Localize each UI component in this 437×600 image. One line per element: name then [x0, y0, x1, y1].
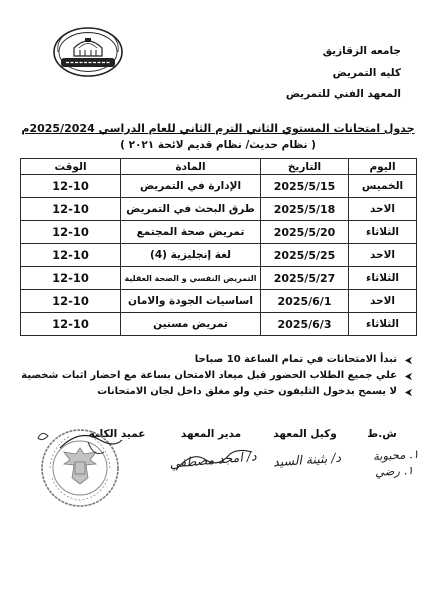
- director-signature: د/ امجد مصطفي: [168, 448, 258, 471]
- day-text: الثلاثاء: [365, 226, 400, 238]
- note-text: علي جميع الطلاب الحضور قبل ميعاد الامتحان بساعة مع احضار اثبات شخصية: [21, 370, 397, 381]
- subject-cell: [121, 221, 261, 244]
- day-text: الاحد: [369, 295, 396, 307]
- subject-cell: [121, 175, 261, 198]
- day-cell: [349, 244, 417, 267]
- date-text: 2025/5/27: [273, 271, 336, 285]
- subject-cell: [121, 290, 261, 313]
- vice-dean-label: وكيل المعهد: [273, 428, 337, 440]
- day-text: الخميس: [361, 180, 404, 192]
- table-row: [21, 198, 417, 221]
- day-cell: [349, 290, 417, 313]
- subject-text: الإدارة في التمريض: [139, 180, 242, 192]
- date-text: 2025/6/3: [277, 317, 332, 331]
- day-cell: [349, 221, 417, 244]
- affairs-handwritten-2: ١. رضي: [374, 463, 414, 479]
- time-cell: [21, 198, 121, 221]
- time-cell: [21, 244, 121, 267]
- institute-name: المعهد الفني للتمريض: [285, 88, 401, 100]
- subject-cell: [121, 313, 261, 336]
- day-cell: [349, 198, 417, 221]
- date-cell: [261, 244, 349, 267]
- table-row: [21, 221, 417, 244]
- date-cell: [261, 267, 349, 290]
- time-text: 12-10: [52, 202, 89, 216]
- time-cell: [21, 267, 121, 290]
- exam-notes-list: [21, 352, 413, 400]
- university-name: جامعه الزقازيق: [322, 45, 401, 57]
- date-cell: [261, 175, 349, 198]
- subject-text: لغة إنجليزية (4): [150, 249, 231, 261]
- director-label: مدير المعهد: [180, 428, 242, 440]
- director-signature-flourish-icon: [172, 446, 258, 476]
- column-header-time: الوقت: [21, 159, 121, 175]
- date-text: 2025/5/15: [273, 179, 336, 193]
- day-cell: [349, 175, 417, 198]
- affairs-handwritten-1: ١. محبوبة: [372, 446, 420, 464]
- column-header-subject: المادة: [121, 159, 261, 175]
- affairs-label: ش.ط: [367, 428, 397, 440]
- list-item: [21, 352, 413, 368]
- subject-text: اساسيات الجودة والامان: [128, 295, 253, 307]
- date-text: 2025/6/1: [277, 294, 332, 308]
- subject-text: التمريض النفسي و الصحة العقلية: [124, 273, 257, 283]
- subject-text: تمريض مسنين: [153, 318, 228, 330]
- day-text: الاحد: [369, 249, 396, 261]
- table-header-row: [21, 159, 417, 175]
- table-row: [21, 244, 417, 267]
- column-header-date: التاريخ: [261, 159, 349, 175]
- time-text: 12-10: [52, 225, 89, 239]
- table-row: [21, 313, 417, 336]
- date-cell: [261, 221, 349, 244]
- column-header-day: اليوم: [349, 159, 417, 175]
- subject-cell: [121, 267, 261, 290]
- subject-cell: [121, 198, 261, 221]
- day-text: الاحد: [369, 203, 396, 215]
- bullet-arrow-icon: [404, 372, 413, 381]
- faculty-name: كليه التمريض: [332, 66, 401, 79]
- institution-header: [241, 41, 401, 106]
- date-text: 2025/5/20: [273, 225, 336, 239]
- dean-stamp-icon: [30, 418, 130, 513]
- table-row: [21, 290, 417, 313]
- bullet-arrow-icon: [404, 388, 413, 397]
- time-text: 12-10: [52, 248, 89, 262]
- note-text: تبدأ الامتحانات في تمام الساعة 10 صباحا: [194, 354, 397, 365]
- exam-schedule-table: [20, 158, 417, 336]
- time-cell: [21, 290, 121, 313]
- date-text: 2025/5/18: [273, 202, 336, 216]
- time-text: 12-10: [52, 179, 89, 193]
- date-cell: [261, 313, 349, 336]
- day-cell: [349, 267, 417, 290]
- list-item: [21, 384, 413, 400]
- table-row: [21, 175, 417, 198]
- list-item: [21, 368, 413, 384]
- time-cell: [21, 313, 121, 336]
- vice-dean-signature: د/ بثينة السيد: [272, 449, 342, 470]
- date-text: 2025/5/25: [273, 248, 336, 262]
- date-cell: [261, 290, 349, 313]
- day-text: الثلاثاء: [365, 318, 400, 330]
- day-text: الثلاثاء: [365, 272, 400, 284]
- day-cell: [349, 313, 417, 336]
- dean-label: عميد الكلية: [88, 428, 146, 440]
- bullet-arrow-icon: [404, 356, 413, 365]
- institute-logo-icon: [52, 26, 124, 78]
- time-text: 12-10: [52, 294, 89, 308]
- note-text: لا يسمح بدخول التليفون حتي ولو مغلق داخل لجان الامتحانات: [97, 386, 397, 397]
- time-cell: [21, 175, 121, 198]
- table-row: [21, 267, 417, 290]
- time-text: 12-10: [52, 317, 89, 331]
- subject-text: طرق البحث في التمريض: [126, 203, 255, 215]
- date-cell: [261, 198, 349, 221]
- subject-cell: [121, 244, 261, 267]
- document-subtitle: ( نظام حديث/ نظام قديم لائحة ٢٠٢١ ): [120, 139, 316, 151]
- time-cell: [21, 221, 121, 244]
- time-text: 12-10: [52, 271, 89, 285]
- subject-text: تمريض صحة المجتمع: [136, 226, 245, 238]
- document-title: جدول امتحانات المستوي الثاني الترم الثاني للعام الدراسي 2025/2024م: [21, 122, 415, 135]
